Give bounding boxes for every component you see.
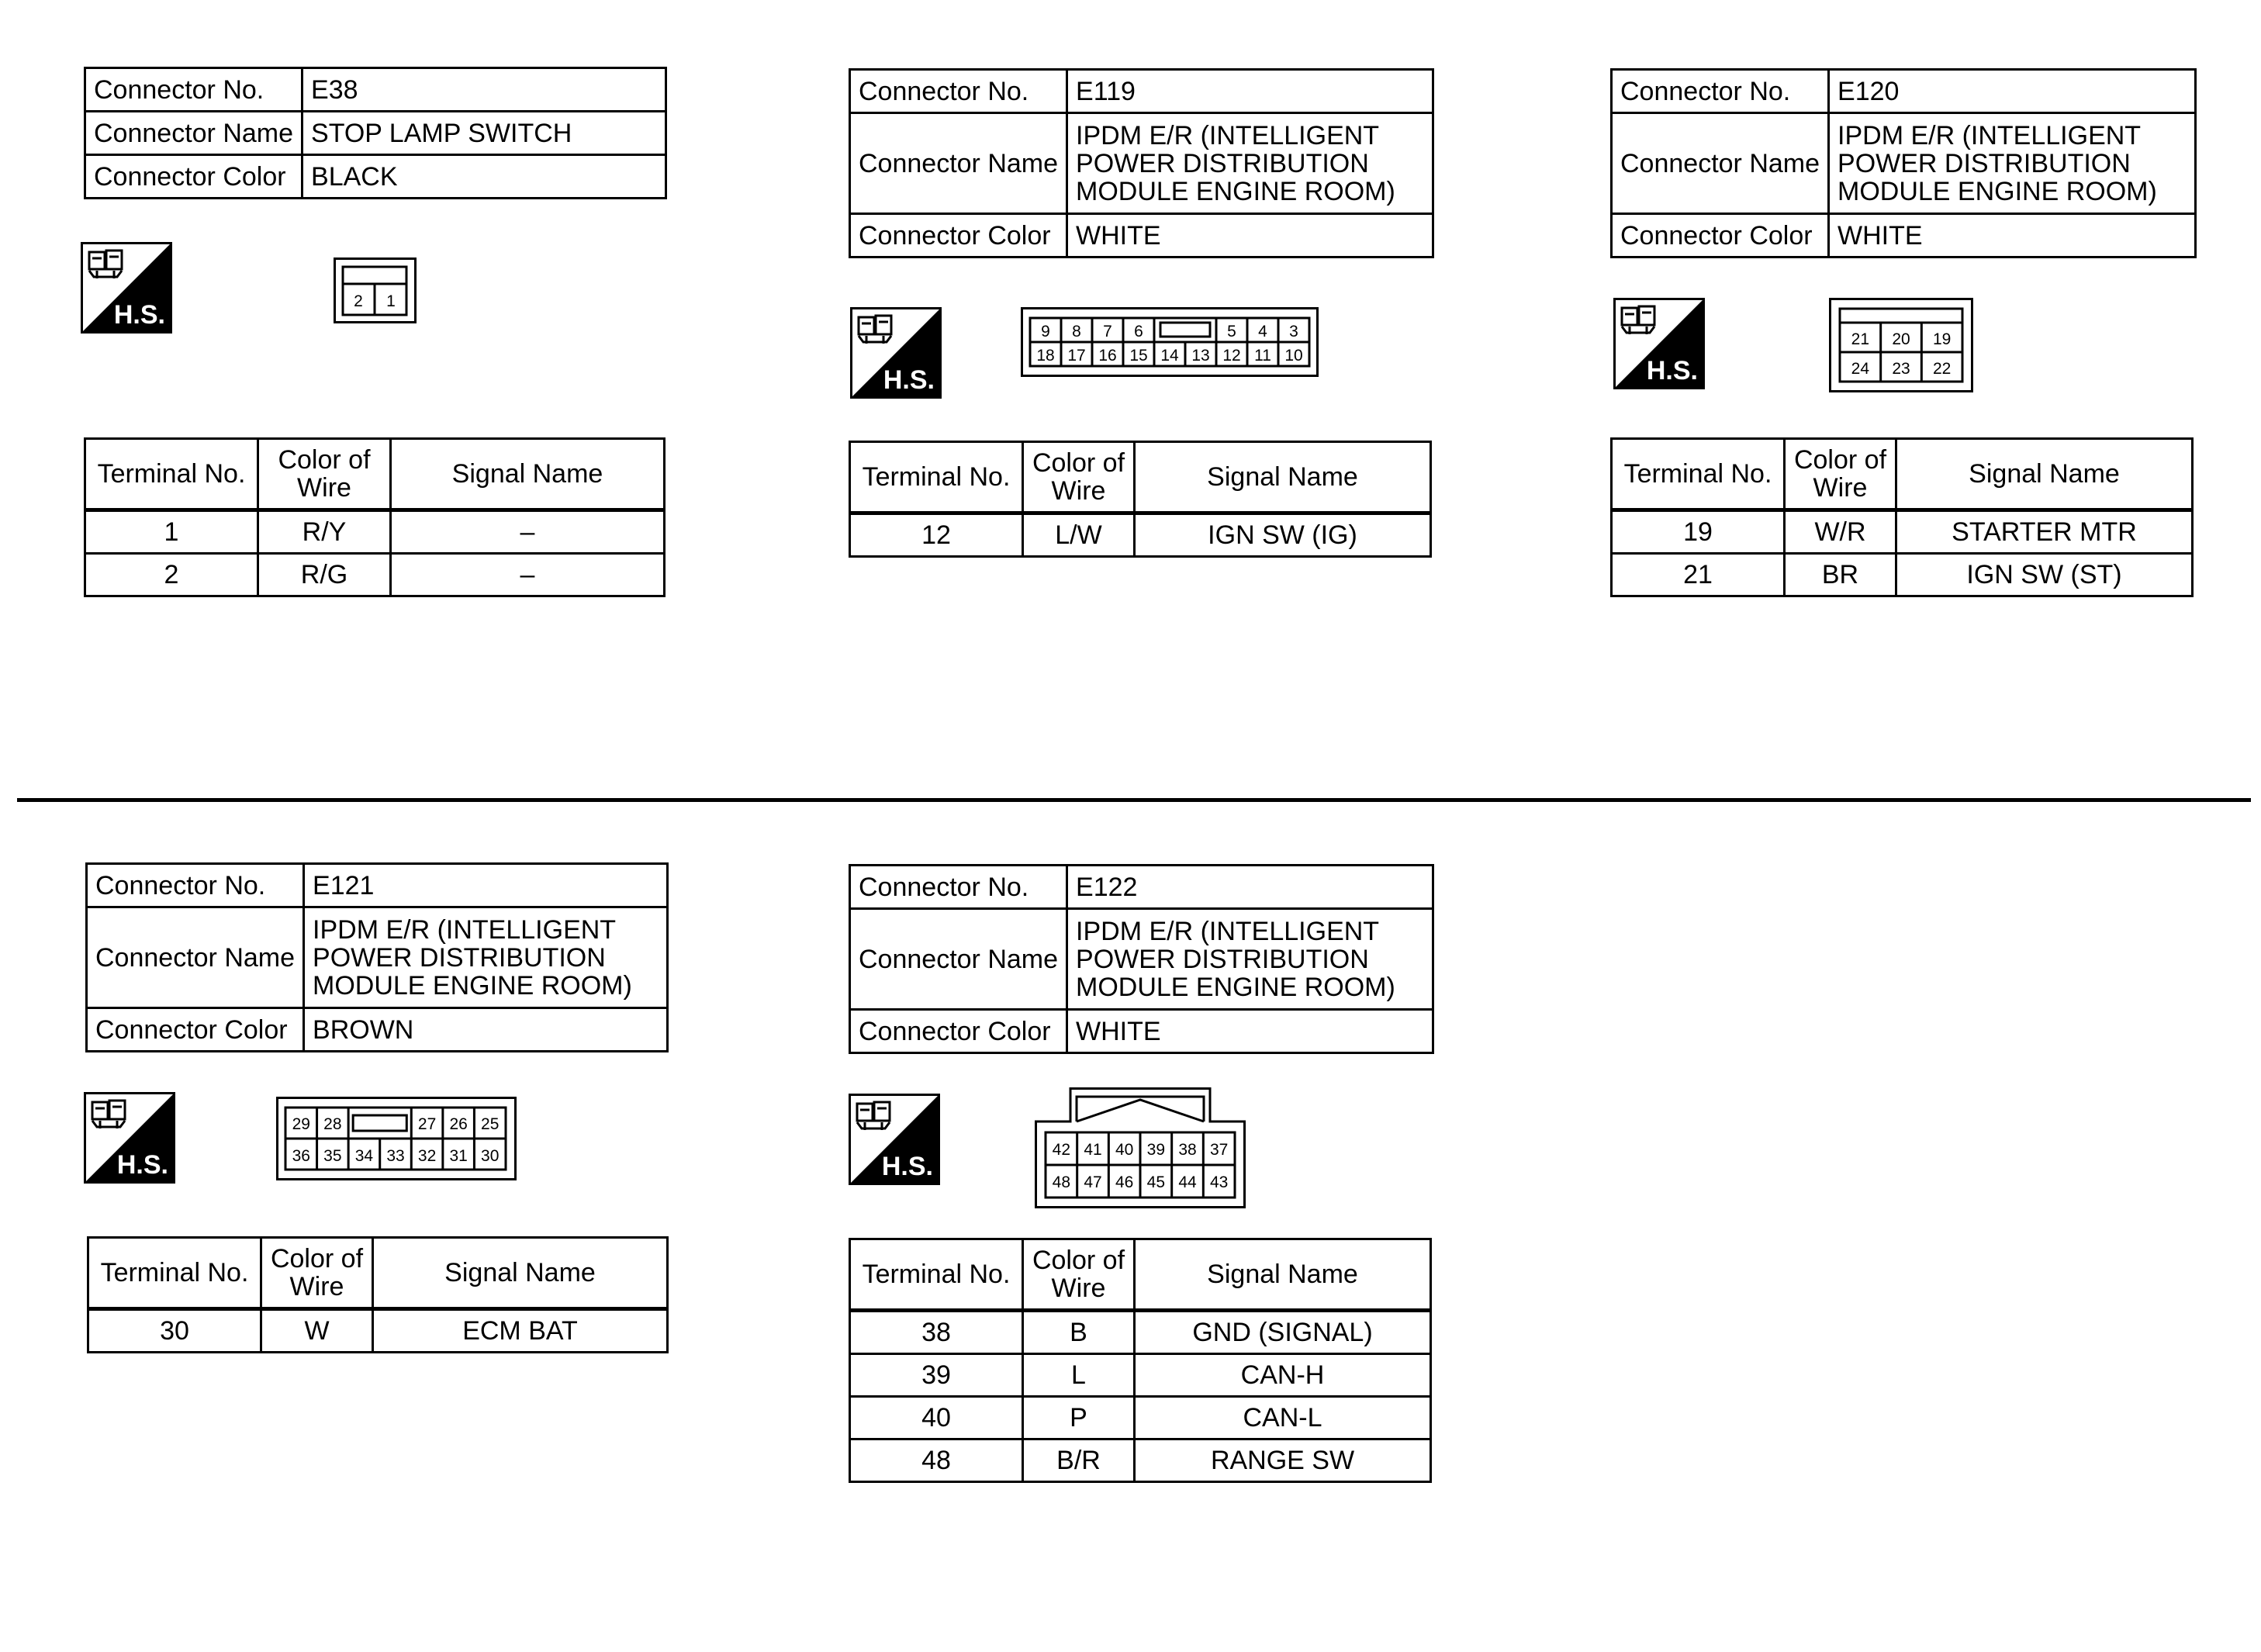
pin-label: 45 [1146,1173,1166,1191]
pin-label: 34 [354,1147,374,1165]
connector-face-e122 [1035,1087,1246,1208]
terminal-table-e38 [84,437,666,597]
terminal-no-cell: 2 [85,554,258,596]
header-signal-name: Signal Name [373,1238,668,1309]
terminal-table-e121 [87,1236,669,1353]
pin-label: 42 [1052,1141,1071,1159]
connector-no-value: E38 [303,68,666,112]
terminal-table-e119 [849,441,1432,558]
header-signal-name: Signal Name [1135,442,1431,513]
pin-label: 11 [1254,347,1271,365]
label-connector-no: Connector No. [1612,70,1829,113]
header-signal-name: Signal Name [1896,439,2193,510]
connector-info-e122 [849,864,1434,1054]
connector-face-e121 [276,1097,517,1180]
pin-label: 38 [1178,1141,1197,1159]
terminal-table-e122 [849,1238,1432,1483]
harness-side-icon [84,1092,175,1184]
terminal-no-cell: 12 [850,513,1023,557]
harness-side-icon [850,307,942,399]
pin-label: 8 [1072,323,1081,340]
pin-label: 33 [386,1147,405,1165]
connector-info-e120 [1610,68,2197,258]
pin-label: 32 [417,1147,437,1165]
pin-label: 44 [1178,1173,1197,1191]
harness-side-icon [1613,298,1705,389]
pin-label: 40 [1115,1141,1134,1159]
pin-label: 37 [1209,1141,1229,1159]
connector-no-value: E121 [304,864,668,907]
signal-name-cell: IGN SW (IG) [1135,513,1431,557]
pin-label: 36 [292,1147,310,1165]
pin-label: 13 [1191,347,1210,365]
header-terminal-no: Terminal No. [850,1239,1023,1311]
connector-name-value: IPDM E/R (INTELLIGENT POWER DISTRIBUTION MODULE ENGINE ROOM) [1829,113,2196,214]
header-signal-name: Signal Name [1135,1239,1431,1311]
connector-name-value: IPDM E/R (INTELLIGENT POWER DISTRIBUTION MODULE ENGINE ROOM) [304,907,668,1008]
hs-label: H.S. [881,1152,933,1181]
connector-face-e38 [334,257,417,324]
pin-label: 7 [1103,323,1112,340]
hs-label: H.S. [1646,356,1698,385]
signal-name-cell: ECM BAT [373,1309,668,1353]
signal-name-cell: STARTER MTR [1896,510,2193,554]
harness-side-icon [81,242,172,334]
pin-label: 4 [1258,323,1267,340]
header-color-of-wire: Color of Wire [1785,439,1896,510]
connector-color-value: WHITE [1067,1010,1433,1053]
label-connector-name: Connector Name [87,907,304,1008]
pin-label: 26 [449,1115,468,1133]
connector-name-value: IPDM E/R (INTELLIGENT POWER DISTRIBUTION MODULE ENGINE ROOM) [1067,113,1433,214]
header-color-of-wire: Color of Wire [261,1238,373,1309]
label-connector-color: Connector Color [850,214,1067,257]
harness-side-icon [849,1094,940,1185]
label-connector-no: Connector No. [850,866,1067,909]
pin-label: 39 [1146,1141,1166,1159]
label-connector-name: Connector Name [1612,113,1829,214]
pin-label: 14 [1160,347,1179,365]
pin-label: 19 [1932,330,1952,348]
label-connector-name: Connector Name [850,909,1067,1010]
pin-label: 17 [1067,347,1086,365]
pin-label: 41 [1084,1141,1102,1159]
signal-name-cell: CAN-H [1135,1354,1431,1397]
pin-label: 2 [354,292,363,310]
wire-color-cell: R/G [258,554,391,596]
hs-label: H.S. [113,300,165,330]
header-color-of-wire: Color of Wire [258,439,391,510]
header-color-of-wire: Color of Wire [1023,442,1135,513]
wire-color-cell: P [1023,1397,1135,1439]
label-connector-color: Connector Color [850,1010,1067,1053]
header-terminal-no: Terminal No. [850,442,1023,513]
terminal-no-cell: 19 [1612,510,1785,554]
connector-face-e120 [1829,298,1973,392]
pin-label: 35 [323,1147,342,1165]
connector-info-e38 [84,67,667,199]
terminal-no-cell: 30 [88,1309,261,1353]
connector-color-value: BLACK [303,155,666,199]
header-signal-name: Signal Name [391,439,665,510]
terminal-no-cell: 38 [850,1311,1023,1354]
signal-name-cell: GND (SIGNAL) [1135,1311,1431,1354]
connector-color-value: WHITE [1829,214,2196,257]
connector-face-e119 [1021,307,1319,377]
label-connector-name: Connector Name [850,113,1067,214]
wire-color-cell: L [1023,1354,1135,1397]
label-connector-color: Connector Color [85,155,303,199]
pin-label: 12 [1222,347,1241,365]
connector-color-value: WHITE [1067,214,1433,257]
pin-label: 25 [481,1115,500,1133]
pin-label: 10 [1284,347,1303,365]
pin-label: 29 [292,1115,310,1133]
pin-label: 24 [1851,360,1870,378]
section-divider [17,798,2251,802]
connector-info-e119 [849,68,1434,258]
pin-label: 46 [1115,1173,1134,1191]
hs-label: H.S. [883,365,935,395]
signal-name-cell: – [391,510,665,554]
terminal-no-cell: 48 [850,1439,1023,1482]
label-connector-color: Connector Color [87,1008,304,1052]
pin-label: 31 [449,1147,468,1165]
connector-color-value: BROWN [304,1008,668,1052]
wire-color-cell: W/R [1785,510,1896,554]
header-terminal-no: Terminal No. [88,1238,261,1309]
pin-label: 5 [1227,323,1236,340]
connector-no-value: E122 [1067,866,1433,909]
wire-color-cell: R/Y [258,510,391,554]
pin-label: 9 [1041,323,1050,340]
terminal-no-cell: 40 [850,1397,1023,1439]
pin-label: 43 [1209,1173,1229,1191]
wire-color-cell: B/R [1023,1439,1135,1482]
terminal-no-cell: 39 [850,1354,1023,1397]
pin-label: 18 [1036,347,1055,365]
signal-name-cell: CAN-L [1135,1397,1431,1439]
label-connector-color: Connector Color [1612,214,1829,257]
pin-label: 20 [1892,330,1910,348]
connector-info-e121 [85,862,669,1052]
wire-color-cell: L/W [1023,513,1135,557]
pin-label: 16 [1098,347,1117,365]
pin-label: 28 [323,1115,342,1133]
connector-no-value: E119 [1067,70,1433,113]
pin-label: 22 [1932,360,1952,378]
connector-name-value: IPDM E/R (INTELLIGENT POWER DISTRIBUTION MODULE ENGINE ROOM) [1067,909,1433,1010]
wire-color-cell: BR [1785,554,1896,596]
pin-label: 48 [1052,1173,1071,1191]
pin-label: 23 [1892,360,1910,378]
wire-color-cell: B [1023,1311,1135,1354]
terminal-table-e120 [1610,437,2194,597]
header-color-of-wire: Color of Wire [1023,1239,1135,1311]
signal-name-cell: IGN SW (ST) [1896,554,2193,596]
connector-no-value: E120 [1829,70,2196,113]
pin-label: 47 [1084,1173,1102,1191]
terminal-no-cell: 21 [1612,554,1785,596]
signal-name-cell: – [391,554,665,596]
hs-label: H.S. [116,1150,168,1180]
pin-label: 3 [1289,323,1298,340]
header-terminal-no: Terminal No. [85,439,258,510]
pin-label: 27 [417,1115,437,1133]
pin-label: 15 [1129,347,1148,365]
pin-label: 6 [1134,323,1143,340]
pin-label: 21 [1851,330,1870,348]
header-terminal-no: Terminal No. [1612,439,1785,510]
terminal-no-cell: 1 [85,510,258,554]
label-connector-no: Connector No. [85,68,303,112]
signal-name-cell: RANGE SW [1135,1439,1431,1482]
label-connector-no: Connector No. [87,864,304,907]
connector-name-value: STOP LAMP SWITCH [303,112,666,155]
label-connector-no: Connector No. [850,70,1067,113]
pin-label: 1 [386,292,396,310]
label-connector-name: Connector Name [85,112,303,155]
pin-label: 30 [481,1147,500,1165]
wire-color-cell: W [261,1309,373,1353]
